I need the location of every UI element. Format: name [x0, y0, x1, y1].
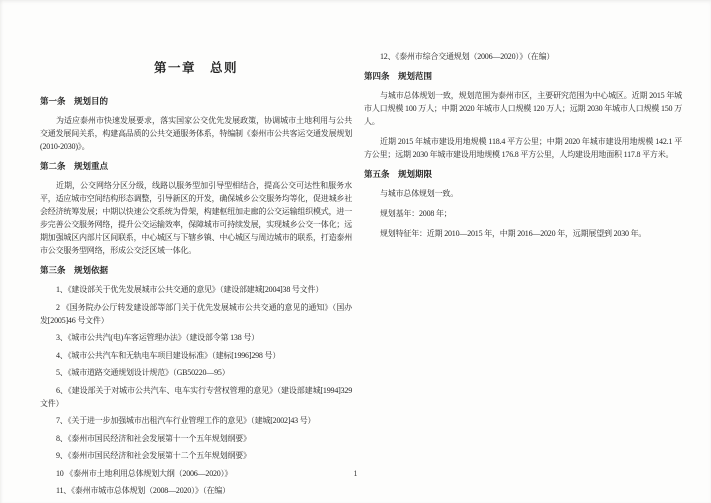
list-item: 3、《城市公共汽(电)车客运管理办法》（建设部令第 138 号）	[56, 333, 259, 342]
list-item: 12、《泰州市综合交通规划（2006—2020）》（在编）	[380, 52, 555, 61]
paragraph: 与城市总体规划一致，规划范围为泰州市区，主要研究范围为中心城区。近期 2015 年城市人口规模 100 万人；中期 2020 年城市人口规模 120 万人；远期 2030 年城市人口规模 150 万人。	[364, 91, 682, 126]
paragraph: 近期，公交网络分区分级，线路以服务型加引导型相结合，提高公交可达性和服务水平，适应城市空间结构形态调整，引导新区的开发，确保城乡公交服务均等化，促进城乡社会经济统筹发展；中期以快速公交系统为骨架，构建枢纽加走廊的公交运输组织模式，进一步完善公交服务网络，提升公交运输效率，保障城市可持续发展，实现城乡公交一体化；远期加强城区内部片区间联系，中心城区与下辖乡镇、中心城区与周边城市的联系，打造泰州市公交服务型网络，形成公交泛区域一体化。	[40, 181, 352, 255]
article-heading-3: 第三条 规划依据	[40, 265, 109, 275]
list-item: 6、《建设部关于对城市公共汽车、电车实行专营权管理的意见》（建设部建城[1994]329 文件）	[40, 385, 352, 408]
list-item: 5、《城市道路交通规划设计规范》（GB50220—95）	[56, 368, 230, 377]
list-item: 7、《关于进一步加强城市出租汽车行业管理工作的意见》（建城[2002]43 号）	[56, 416, 316, 425]
article-heading-5: 第五条 规划期限	[364, 169, 433, 179]
list-item: 9、《泰州市国民经济和社会发展第十二个五年规划纲要》	[56, 451, 251, 460]
article-heading-4: 第四条 规划范围	[364, 71, 433, 81]
list-item: 4、《城市公共汽车和无轨电车项目建设标准》（建标[1996]298 号）	[56, 350, 281, 360]
paragraph: 规划特征年：近期 2010—2015 年，中期 2016—2020 年，远期展望到 2030 年。	[380, 229, 647, 238]
right-column	[364, 50, 682, 247]
list-item: 10 《泰州市土地利用总体规划大纲（2006—2020）》	[56, 468, 233, 478]
left-column	[40, 52, 352, 502]
article-heading-2: 第二条 规划重点	[40, 161, 109, 171]
article-heading-1: 第一条 规划目的	[40, 96, 109, 106]
list-item: 11、《泰州市城市总体规划（2008—2020）》（在编）	[56, 486, 230, 495]
paragraph: 为适应泰州市快速发展要求，落实国家公交优先发展政策，协调城市土地利用与公共交通发展间关系，构建高品质的公共交通服务体系，特编制《泰州市公共客运交通发展规划(2010-2030)》。	[40, 116, 352, 151]
page-number: 1	[353, 469, 358, 478]
paragraph: 规划基年：2008 年；	[380, 209, 452, 218]
chapter-title: 第一章 总则	[153, 61, 238, 75]
paragraph: 近期 2015 年城市建设用地规模 118.4 平方公里；中期 2020 年城市建设用地规模 142.1 平方公里；远期 2030 年城市建设用地规模 176.8 平方公里，人均建设用地面积 117.8 平方米。	[364, 137, 682, 159]
list-item: 8、《泰州市国民经济和社会发展第十一个五年规划纲要》	[56, 433, 251, 443]
paragraph: 与城市总体规划一致。	[380, 189, 458, 198]
list-item: 2 《国务院办公厅转发建设部等部门关于优先发展城市公共交通的意见的通知》（国办发[2005]46 号文件）	[40, 302, 352, 325]
list-item: 1、《建设部关于优先发展城市公共交通的意见》（建设部建城[2004]38 号文件）	[56, 285, 324, 294]
